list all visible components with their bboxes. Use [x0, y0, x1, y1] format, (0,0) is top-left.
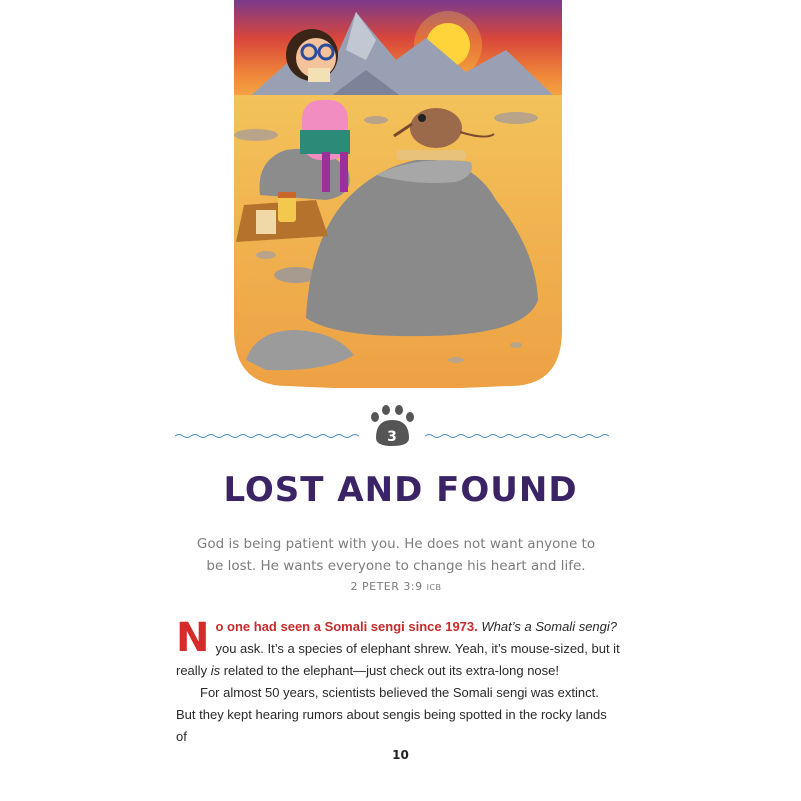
body-text — [176, 616, 620, 748]
chapter-divider — [170, 402, 620, 452]
bible-version: ICB — [426, 583, 442, 592]
reference-text: 2 PETER 3:9 — [350, 580, 423, 593]
paragraph-1 — [176, 616, 620, 682]
emphasis-is: is — [210, 663, 221, 678]
verse-line-1: God is being patient with you. He does not want anyone to — [196, 536, 596, 552]
question-text: What’s a Somali sengi? — [481, 619, 617, 634]
wavy-line-right — [425, 435, 609, 438]
lead-in: o one had seen a Somali sengi since 1973. — [215, 619, 478, 634]
drop-cap: N — [176, 615, 210, 661]
chapter-title: LOST AND FOUND — [223, 470, 578, 510]
p1-text-a: you ask. It’s a species of elephant shrew. Yeah, it’s mouse-sized, but it really — [176, 641, 620, 678]
p1-text-b: related to the elephant—just check out its extra-long nose! — [220, 663, 559, 678]
scripture-verse — [170, 533, 622, 577]
chapter-illustration — [226, 0, 570, 388]
page-number: 10 — [392, 748, 409, 762]
chapter-number: 3 — [387, 429, 397, 445]
wavy-line-left — [175, 435, 359, 438]
paragraph-2: For almost 50 years, scientists believed the Somali sengi was extinct. But they kept hearing rumors about sengis being spotted in the rocky lands of — [176, 685, 607, 744]
scripture-reference — [170, 580, 622, 593]
verse-line-2: be lost. He wants everyone to change his heart and life. — [206, 558, 586, 574]
